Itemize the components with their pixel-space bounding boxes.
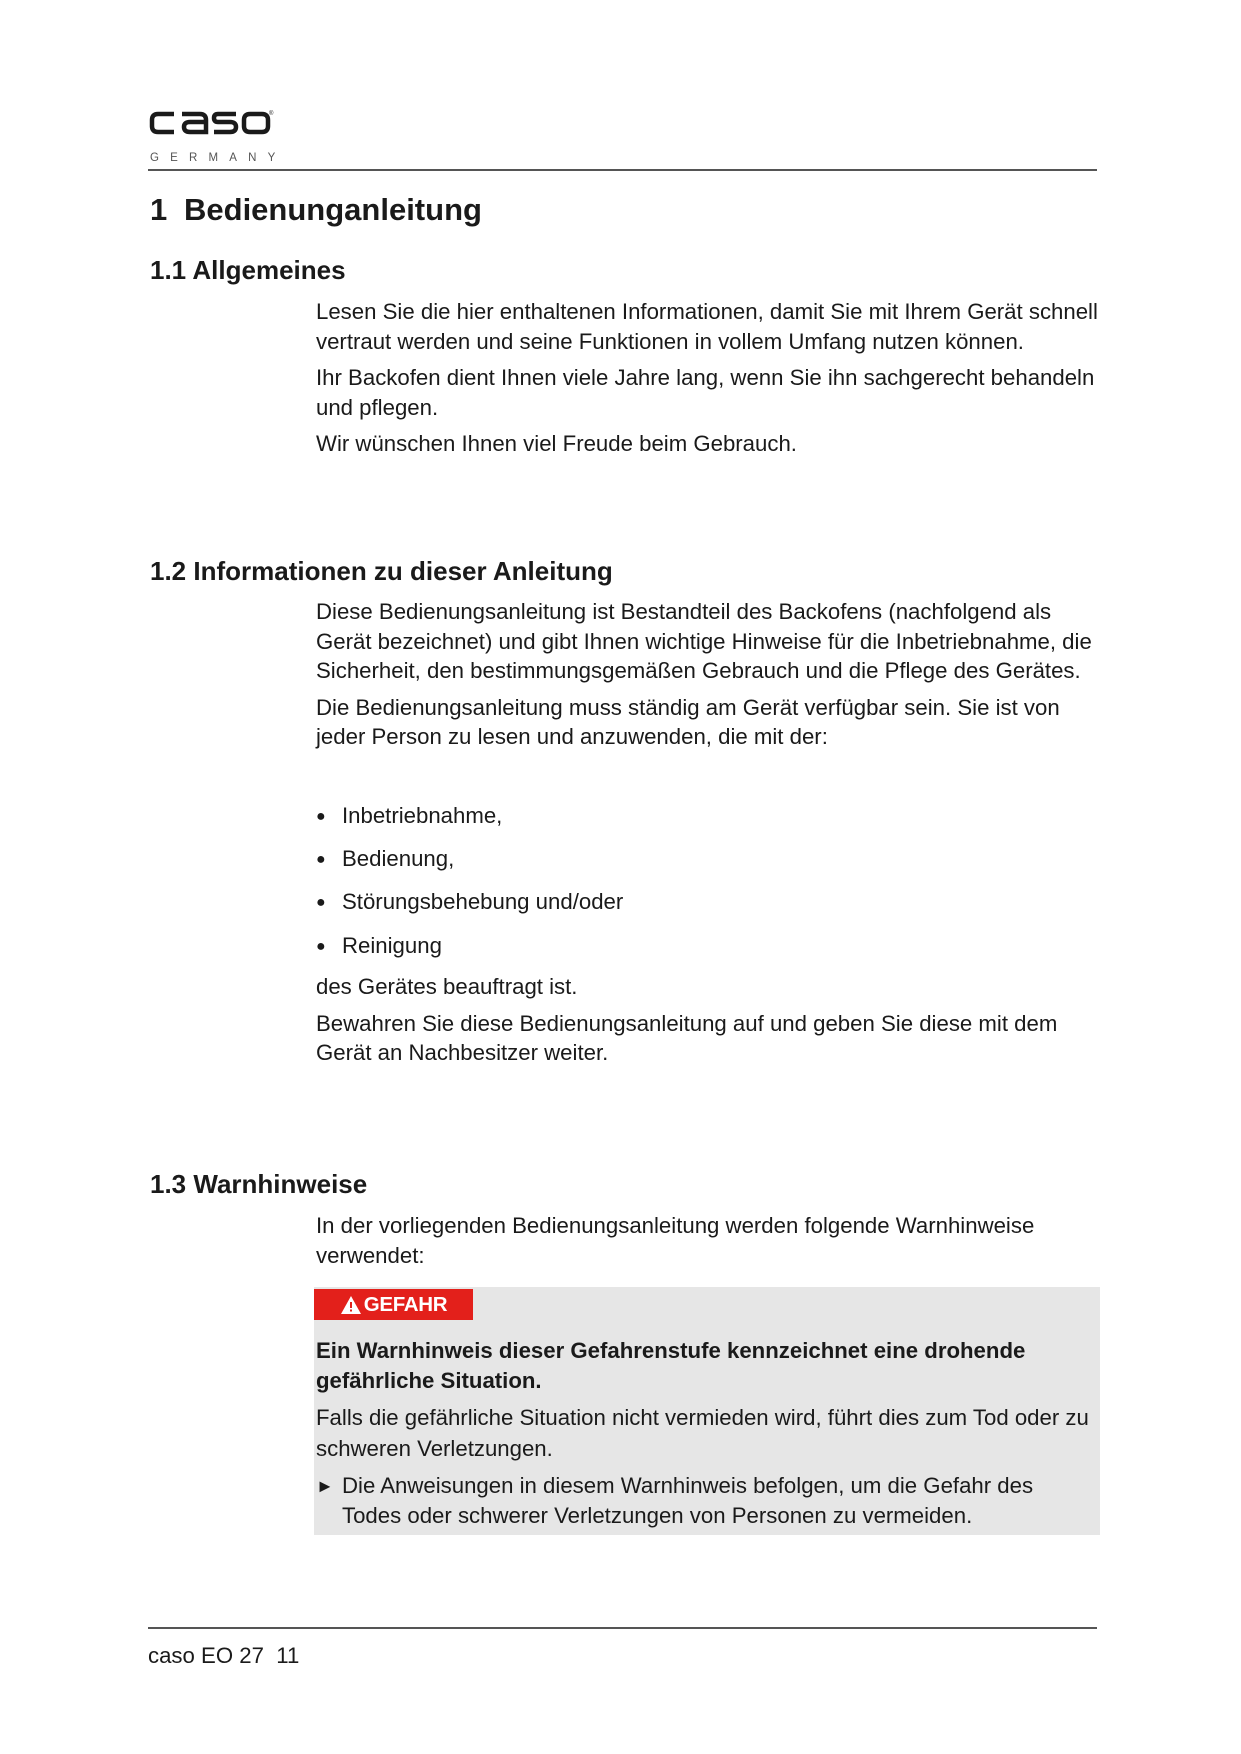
footer-rule xyxy=(148,1627,1097,1629)
paragraph: des Gerätes beauftragt ist. xyxy=(316,974,578,999)
warning-instruction-text: Die Anweisungen in diesem Warnhinweis befolgen, um die Gefahr des Todes oder schwerer Verletzungen von Personen zu vermeiden. xyxy=(342,1473,1034,1528)
paragraph: Die Bedienungsanleitung muss ständig am Gerät verfügbar sein. Sie ist von jeder Person zu lesen und anzuwenden, die mit der: xyxy=(316,694,1060,749)
arrow-right-icon: ► xyxy=(316,1476,334,1496)
danger-badge xyxy=(314,1289,473,1320)
paragraph: Lesen Sie die hier enthaltenen Informationen, damit Sie mit Ihrem Gerät schnell vertraut werden und seine Funktionen in vollem Umfang nutzen können. xyxy=(316,299,1098,354)
chapter-title xyxy=(150,192,482,228)
list-item: ● Inbetriebnahme, xyxy=(316,803,503,828)
list-item: ● Bedienung, xyxy=(316,846,455,871)
section-body-informationen xyxy=(316,597,1101,759)
paragraph: Wir wünschen Ihnen viel Freude beim Gebrauch. xyxy=(316,431,797,456)
section-title-allgemeines: 1.1 Allgemeines xyxy=(150,255,346,285)
brand-logo xyxy=(148,106,287,164)
paragraph: In der vorliegenden Bedienungsanleitung werden folgende Warnhinweise verwendet: xyxy=(316,1213,1035,1268)
bullet-icon: ● xyxy=(316,894,326,911)
bullet-icon: ● xyxy=(316,938,326,955)
chapter-number: 1 xyxy=(150,192,168,227)
section-body-warnhinweise xyxy=(316,1211,1101,1277)
section-body-informationen-after xyxy=(316,972,1101,1075)
footer-page-label: caso EO 27 11 xyxy=(148,1643,300,1668)
section-title-informationen: 1.2 Informationen zu dieser Anleitung xyxy=(150,556,613,586)
list-item: ● Störungsbehebung und/oder xyxy=(316,889,624,914)
logo-subtitle: GERMANY xyxy=(150,152,287,164)
warning-triangle-icon xyxy=(340,1295,362,1315)
paragraph: Bewahren Sie diese Bedienungsanleitung auf und geben Sie diese mit dem Gerät an Nachbesitzer weiter. xyxy=(316,1010,1058,1065)
header-rule xyxy=(148,169,1097,171)
paragraph: Diese Bedienungsanleitung ist Bestandteil des Backofens (nachfolgend als Gerät bezeichnet) und gibt Ihnen wichtige Hinweise für die Inbetriebnahme, die Sicherheit, den bestimmungsgemäßen Gebrauch und die Pflege des Gerätes. xyxy=(316,599,1092,683)
caso-logo-icon xyxy=(148,106,274,140)
paragraph: Ihr Backofen dient Ihnen viele Jahre lang, wenn Sie ihn sachgerecht behandeln und pflegen. xyxy=(316,365,1095,420)
warning-instruction xyxy=(316,1471,1096,1531)
svg-text:®: ® xyxy=(269,111,274,117)
list-item: ● Reinigung xyxy=(316,933,442,958)
bullet-icon: ● xyxy=(316,808,326,825)
danger-badge-label: GEFAHR xyxy=(363,1292,448,1316)
warning-text: Falls die gefährliche Situation nicht vermieden wird, führt dies zum Tod oder zu schweren Verletzungen. xyxy=(316,1405,1089,1461)
section-body-allgemeines xyxy=(316,297,1101,466)
section-title-warnhinweise: 1.3 Warnhinweise xyxy=(150,1169,368,1199)
warning-title: Ein Warnhinweis dieser Gefahrenstufe kennzeichnet eine drohende gefährliche Situation. xyxy=(316,1338,1026,1393)
bullet-icon: ● xyxy=(316,851,326,868)
chapter-title-text: Bedienunganleitung xyxy=(184,192,482,227)
